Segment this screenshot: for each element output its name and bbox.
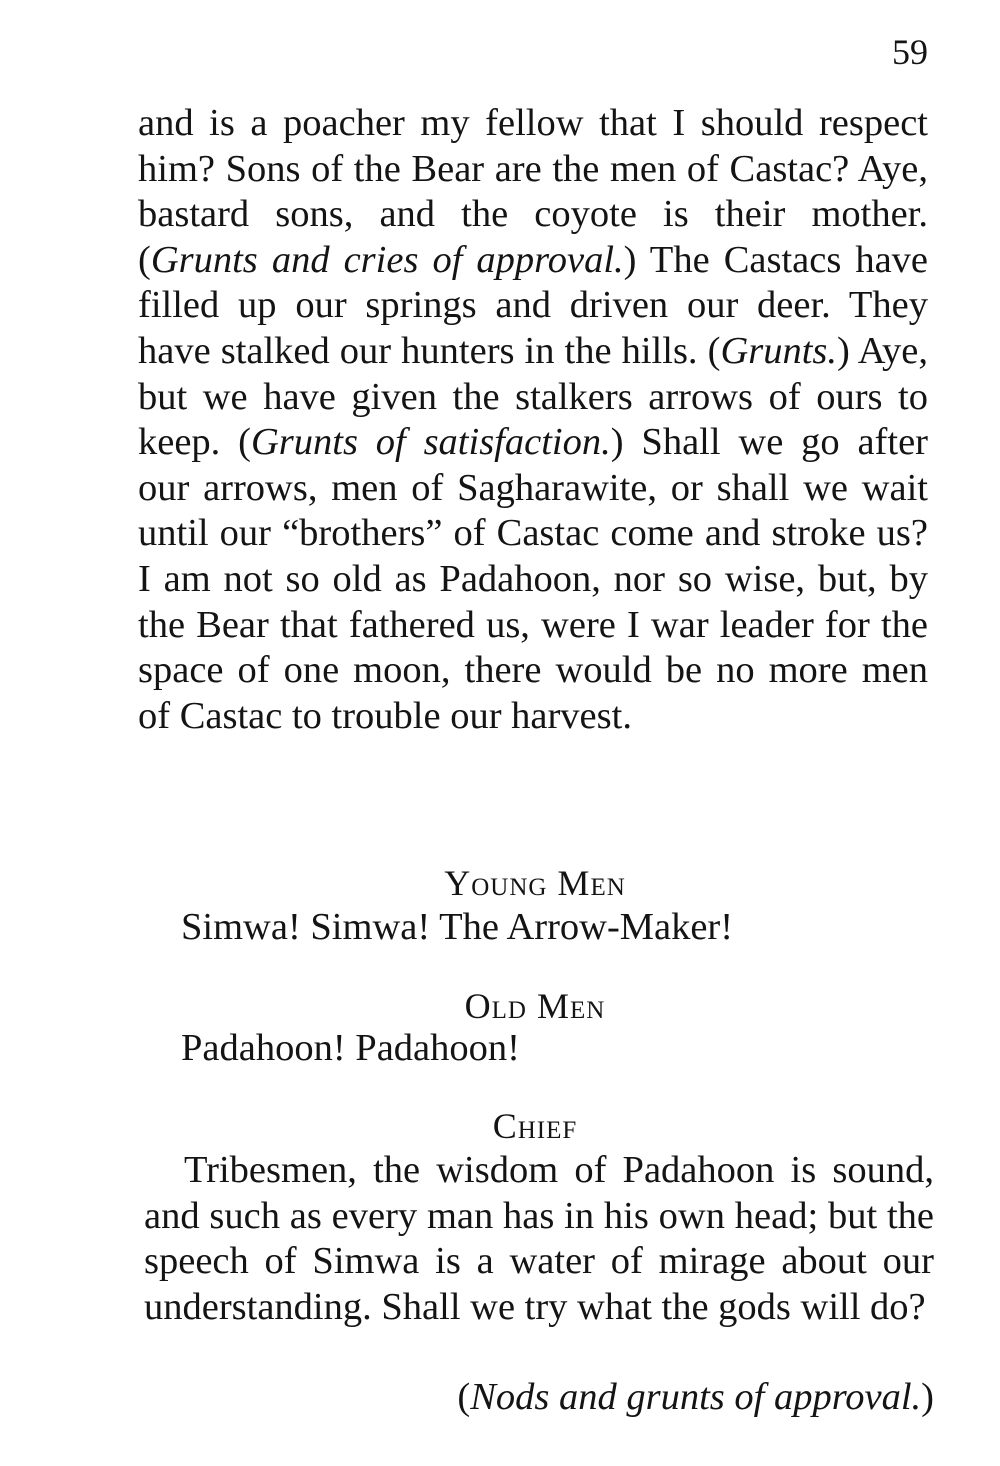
- dialogue-line-young-men: Simwa! Simwa! The Arrow-Maker!: [181, 906, 734, 948]
- speaker-heading-old-men: Old Men: [464, 986, 606, 1026]
- speaker-heading-chief: Chief: [492, 1106, 578, 1146]
- stage-direction-final: [457, 1375, 934, 1421]
- dialogue-line-old-men: Padahoon! Padahoon!: [181, 1027, 520, 1069]
- speech-text: ) Shall we go after our arrows, men of Sagharawite, or shall we wait until our “brothers” of Castac come and stroke us? I am not so old as Padahoon, nor so wise, but, by the Bear that fathered us, were I war leader for the space of one moon, there would be no more men of Castac to trouble our harvest.: [138, 421, 928, 737]
- speaker-heading-young-men: Young Men: [444, 863, 626, 903]
- stage-direction: Grunts and cries of approval.: [150, 238, 624, 281]
- stage-direction-text: Nods and grunts of approval.: [470, 1376, 922, 1418]
- speech-text: and is a poacher my fellow that I should respect him? Sons of the Bear are the men of Castac? Aye, bastard sons, and the coyote is their mother. (: [138, 102, 928, 281]
- page-number: 59: [892, 32, 928, 72]
- stage-direction: Grunts of satisfaction.: [250, 421, 611, 464]
- stage-direction: Grunts.: [720, 329, 838, 372]
- speech-text: ) The Castacs have filled up our springs and driven our deer. They have stalked our hunters in the hills. (: [138, 238, 928, 372]
- stage-paren-close: ): [921, 1376, 934, 1418]
- speech-paragraph-chief: Tribesmen, the wisdom of Padahoon is sound, and such as every man has in his own head; but the speech of Simwa is a water of mirage about our understanding. Shall we try what the gods will do?: [144, 1149, 934, 1328]
- stage-paren-open: (: [457, 1376, 471, 1418]
- speech-paragraph-simwa: [138, 101, 928, 739]
- speech-text: ) Aye, but we have given the stalkers arrows of ours to keep. (: [138, 329, 929, 464]
